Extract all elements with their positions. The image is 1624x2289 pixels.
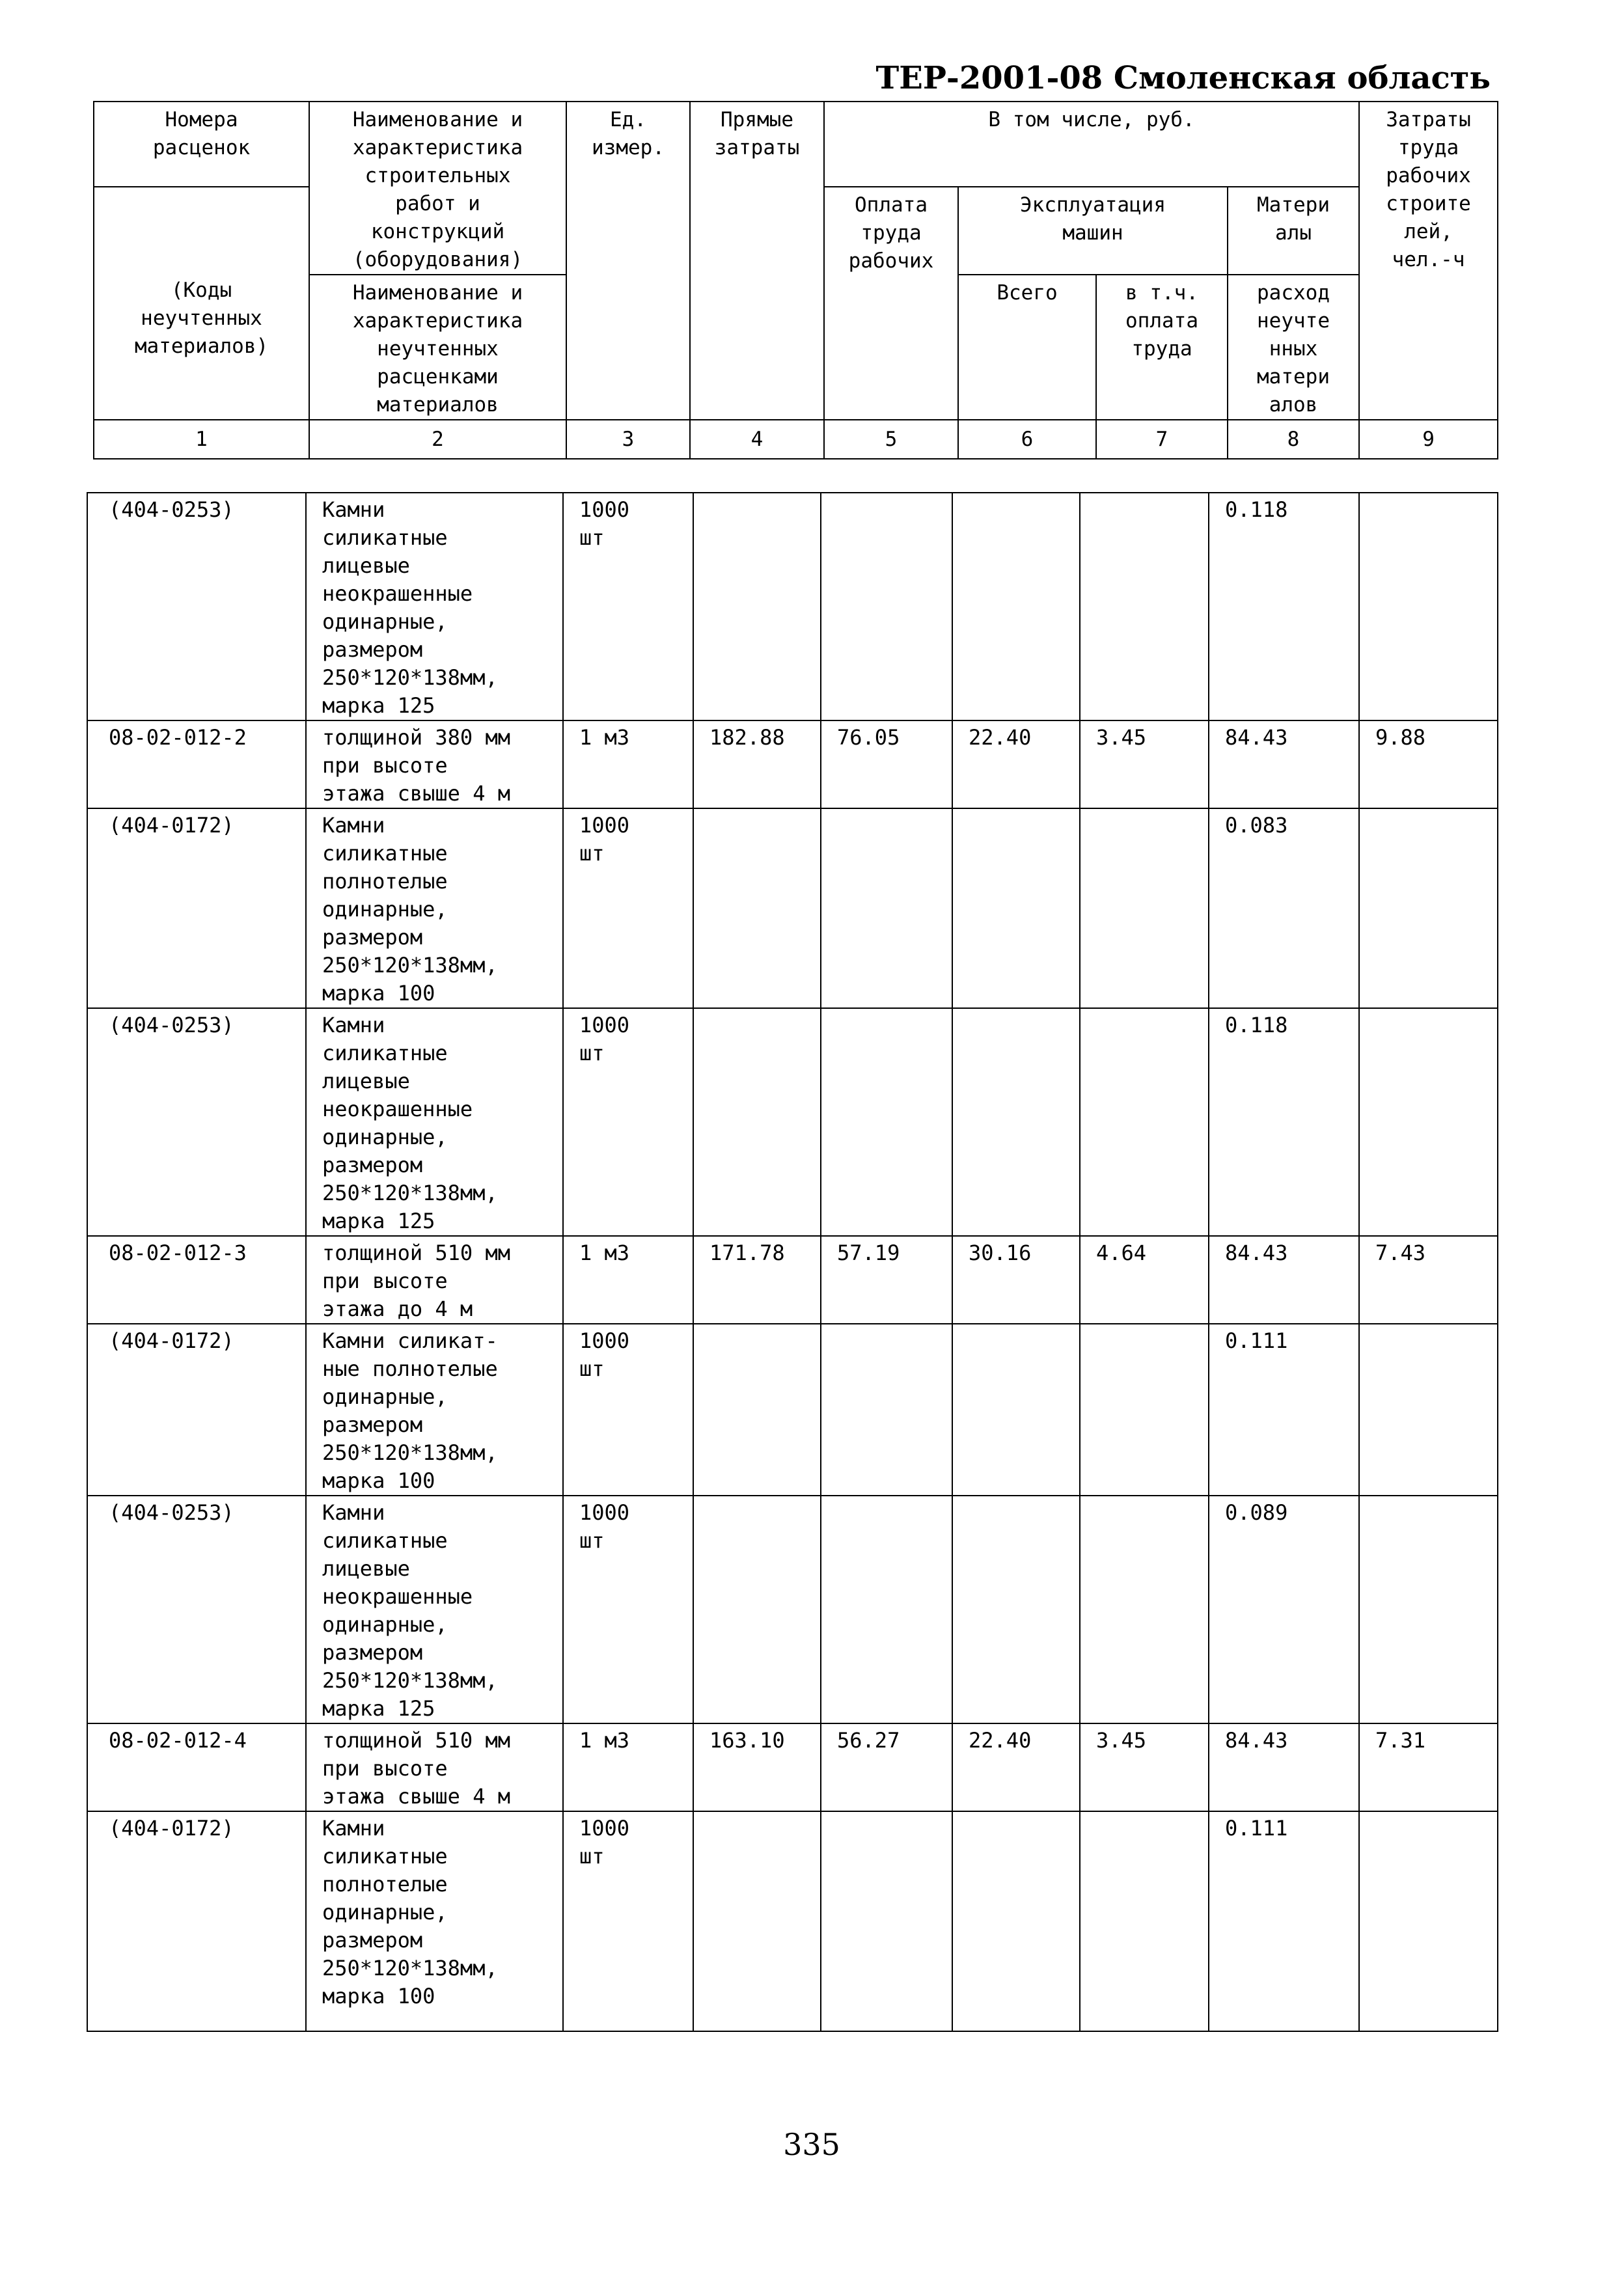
column-number: 9: [1359, 420, 1498, 459]
labor-pay-cell: [821, 1008, 952, 1236]
table-body: [87, 492, 1498, 2032]
labor-hours-cell: [1359, 493, 1498, 720]
name-cell: Камни силикатные полнотелые одинарные, размером 250*120*138мм, марка 100: [306, 1811, 563, 2031]
labor-hours-cell: [1359, 1324, 1498, 1496]
rate-code-cell: 08-02-012-3: [87, 1236, 306, 1324]
labor-hours-cell: [1359, 1008, 1498, 1236]
labor-pay-cell: 76.05: [821, 720, 952, 808]
table-row: [87, 808, 1498, 1008]
column-number: 1: [94, 420, 309, 459]
rate-code-cell: (404-0253): [87, 1496, 306, 1723]
header-material-name: Наименование и характеристика неучтенных расценками материалов: [309, 275, 566, 420]
name-cell: Камни силикатные лицевые неокрашенные одинарные, размером 250*120*138мм, марка 125: [306, 1496, 563, 1723]
machines-cell: 30.16: [952, 1236, 1080, 1324]
materials-cell: 84.43: [1209, 1723, 1359, 1811]
header-work-name: Наименование и характеристика строительных работ и конструкций (оборудования): [309, 102, 566, 275]
machines-cell: [952, 1324, 1080, 1496]
page-number: 335: [783, 2127, 840, 2162]
unit-cell: 1000 шт: [563, 1496, 693, 1723]
direct-cost-cell: [693, 1496, 821, 1723]
direct-cost-cell: 182.88: [693, 720, 821, 808]
rate-code-cell: (404-0253): [87, 493, 306, 720]
unit-cell: 1000 шт: [563, 493, 693, 720]
machines-labor-cell: [1080, 1008, 1209, 1236]
unit-cell: 1 м3: [563, 720, 693, 808]
rate-code-cell: 08-02-012-4: [87, 1723, 306, 1811]
unit-cell: 1000 шт: [563, 1811, 693, 2031]
labor-pay-cell: [821, 1324, 952, 1496]
column-number: 7: [1096, 420, 1228, 459]
direct-cost-cell: [693, 1811, 821, 2031]
column-number: 6: [958, 420, 1096, 459]
table-header: [93, 101, 1498, 459]
labor-hours-cell: [1359, 808, 1498, 1008]
column-number: 2: [309, 420, 566, 459]
machines-cell: [952, 1496, 1080, 1723]
name-cell: Камни силикат- ные полнотелые одинарные, размером 250*120*138мм, марка 100: [306, 1324, 563, 1496]
rate-code-cell: (404-0172): [87, 808, 306, 1008]
name-cell: толщиной 510 мм при высоте этажа свыше 4 м: [306, 1723, 563, 1811]
materials-cell: 0.111: [1209, 1324, 1359, 1496]
column-number: 5: [824, 420, 958, 459]
labor-pay-cell: 57.19: [821, 1236, 952, 1324]
direct-cost-cell: 163.10: [693, 1723, 821, 1811]
header-machines: Эксплуатация машин: [958, 187, 1228, 275]
machines-cell: 22.40: [952, 720, 1080, 808]
machines-labor-cell: [1080, 493, 1209, 720]
table-row: [87, 1811, 1498, 2031]
header-rate-number: Номера расценок: [94, 102, 309, 187]
header-material-consumption: расход неучте нных матери алов: [1228, 275, 1359, 420]
rate-code-cell: (404-0172): [87, 1811, 306, 2031]
labor-hours-cell: [1359, 1811, 1498, 2031]
name-cell: Камни силикатные лицевые неокрашенные одинарные, размером 250*120*138мм, марка 125: [306, 1008, 563, 1236]
column-number: 8: [1228, 420, 1359, 459]
table-row: [87, 1008, 1498, 1236]
machines-cell: [952, 493, 1080, 720]
machines-cell: [952, 808, 1080, 1008]
page-title: ТЕР-2001-08 Смоленская область: [875, 60, 1491, 96]
labor-hours-cell: 7.31: [1359, 1723, 1498, 1811]
header-direct-costs: Прямые затраты: [690, 102, 824, 420]
name-cell: толщиной 380 мм при высоте этажа свыше 4 м: [306, 720, 563, 808]
direct-cost-cell: 171.78: [693, 1236, 821, 1324]
machines-labor-cell: [1080, 1324, 1209, 1496]
labor-pay-cell: [821, 808, 952, 1008]
labor-pay-cell: [821, 1496, 952, 1723]
unit-cell: 1000 шт: [563, 1008, 693, 1236]
header-material-codes: (Коды неучтенных материалов): [94, 187, 309, 420]
labor-pay-cell: [821, 1811, 952, 2031]
name-cell: толщиной 510 мм при высоте этажа до 4 м: [306, 1236, 563, 1324]
header-including: В том числе, руб.: [824, 102, 1359, 187]
direct-cost-cell: [693, 808, 821, 1008]
table-row: [87, 1496, 1498, 1723]
machines-cell: 22.40: [952, 1723, 1080, 1811]
materials-cell: 0.111: [1209, 1811, 1359, 2031]
labor-pay-cell: 56.27: [821, 1723, 952, 1811]
labor-hours-cell: 7.43: [1359, 1236, 1498, 1324]
materials-cell: 0.083: [1209, 808, 1359, 1008]
direct-cost-cell: [693, 493, 821, 720]
rate-code-cell: (404-0253): [87, 1008, 306, 1236]
column-number: 4: [690, 420, 824, 459]
materials-cell: 84.43: [1209, 1236, 1359, 1324]
machines-labor-cell: 3.45: [1080, 1723, 1209, 1811]
unit-cell: 1000 шт: [563, 808, 693, 1008]
machines-cell: [952, 1008, 1080, 1236]
header-labor-pay: Оплата труда рабочих: [824, 187, 958, 420]
labor-hours-cell: [1359, 1496, 1498, 1723]
table-row: [87, 493, 1498, 720]
materials-cell: 0.118: [1209, 493, 1359, 720]
unit-cell: 1 м3: [563, 1236, 693, 1324]
name-cell: Камни силикатные лицевые неокрашенные одинарные, размером 250*120*138мм, марка 125: [306, 493, 563, 720]
machines-labor-cell: [1080, 1496, 1209, 1723]
name-cell: Камни силикатные полнотелые одинарные, размером 250*120*138мм, марка 100: [306, 808, 563, 1008]
header-labor-hours: Затраты труда рабочих строите лей, чел.-ч: [1359, 102, 1498, 420]
table-row: [87, 1324, 1498, 1496]
machines-labor-cell: [1080, 808, 1209, 1008]
direct-cost-cell: [693, 1324, 821, 1496]
materials-cell: 0.089: [1209, 1496, 1359, 1723]
machines-labor-cell: [1080, 1811, 1209, 2031]
materials-cell: 84.43: [1209, 720, 1359, 808]
header-unit: Ед. измер.: [566, 102, 690, 420]
table-row: [87, 1236, 1498, 1324]
table-row: [87, 720, 1498, 808]
labor-pay-cell: [821, 493, 952, 720]
rate-code-cell: 08-02-012-2: [87, 720, 306, 808]
machines-labor-cell: 3.45: [1080, 720, 1209, 808]
machines-labor-cell: 4.64: [1080, 1236, 1209, 1324]
unit-cell: 1 м3: [563, 1723, 693, 1811]
unit-cell: 1000 шт: [563, 1324, 693, 1496]
rate-code-cell: (404-0172): [87, 1324, 306, 1496]
header-machines-total: Всего: [958, 275, 1096, 420]
table-row: [87, 1723, 1498, 1811]
labor-hours-cell: 9.88: [1359, 720, 1498, 808]
header-materials: Матери алы: [1228, 187, 1359, 275]
header-machines-labor: в т.ч. оплата труда: [1096, 275, 1228, 420]
machines-cell: [952, 1811, 1080, 2031]
direct-cost-cell: [693, 1008, 821, 1236]
materials-cell: 0.118: [1209, 1008, 1359, 1236]
column-number: 3: [566, 420, 690, 459]
